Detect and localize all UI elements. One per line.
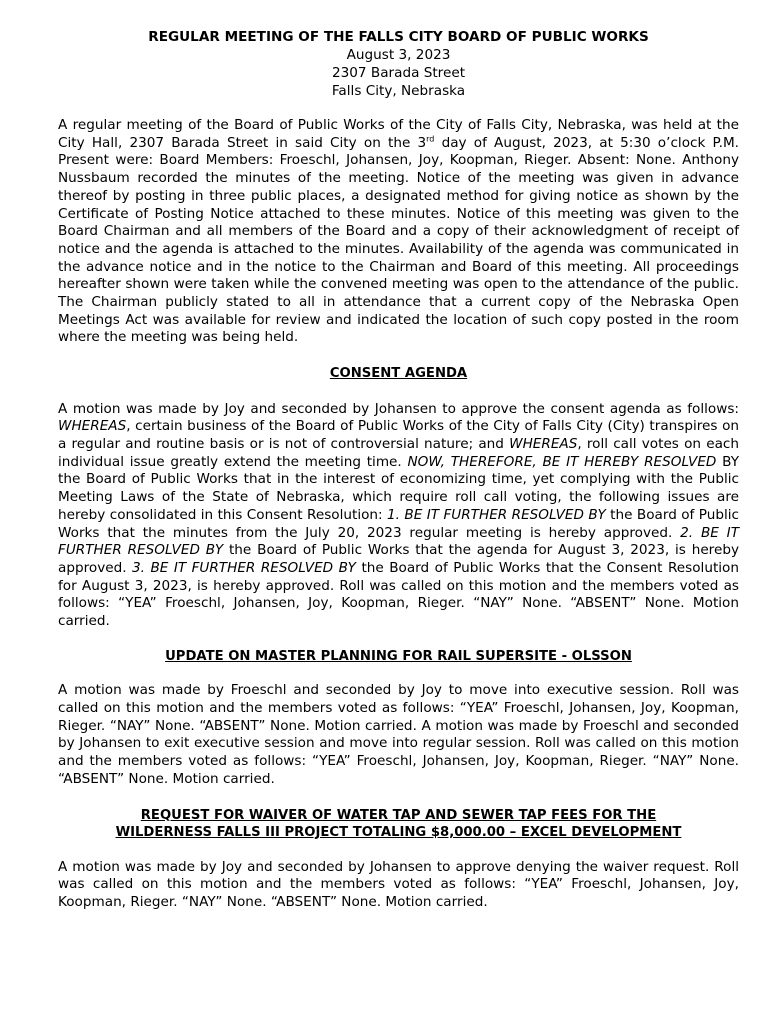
consent-agenda-heading: CONSENT AGENDA [329, 366, 468, 382]
document-header [58, 28, 739, 100]
waiver-paragraph: A motion was made by Joy and seconded by Johansen to approve denying the waiver request. Roll was called on this motion and the members voted as follows: “YEA” Froeschl, Johansen, Joy, Koopman, Rieger. “NAY” None. “ABSENT” None. Motion carried. [58, 858, 739, 910]
meeting-address: 2307 Barada Street [331, 65, 466, 81]
consent-text-5: the Board of Public Works that the minutes from the July 20, 2023 regular meeting is hereby approved. [58, 506, 739, 541]
waiver-heading-line-2: WILDERNESS FALLS III PROJECT TOTALING $8,000.00 – EXCEL DEVELOPMENT [115, 825, 682, 840]
document-title: REGULAR MEETING OF THE FALLS CITY BOARD OF PUBLIC WORKS [148, 29, 649, 45]
intro-text-2: day of August, 2023, at 5:30 o’clock P.M. Present were: Board Members: Froeschl, Johansen, Joy, Koopman, Rieger. Absent: None. Anthony Nussbaum recorded the minutes of the meeting. Notice of the meeting was given in advance thereof by posting in three public places, a designated method for giving notice as shown by the Certificate of Posting Notice attached to these minutes. Notice of this meeting was given to the Board Chairman and all members of the Board and a copy of their acknowledgment of receipt of notice and the agenda is attached to the minutes. Availability of the agenda was communicated in the advance notice and in the notice to the Chairman and Board of this meeting. All proceedings hereafter shown were taken while the convened meeting was open to the attendance of the public. The Chairman publicly stated to all in attendance that a current copy of the Nebraska Open Meetings Act was available for review and indicated the location of such copy posted in the room where the meeting was being held. [58, 134, 739, 346]
consent-italic-2: WHEREAS [509, 436, 578, 453]
consent-text-2: , certain business of the Board of Public Works of the City of Falls City (City) transpires on a regular and routine basis or is not of controversial nature; and [58, 418, 739, 453]
consent-italic-3: NOW, THEREFORE, BE IT HEREBY RESOLVED [407, 453, 717, 470]
intro-ordinal-suffix: rd [426, 134, 435, 144]
waiver-heading-line-1: REQUEST FOR WAIVER OF WATER TAP AND SEWER TAP FEES FOR THE [140, 807, 657, 823]
rail-supersite-paragraph: A motion was made by Froeschl and seconded by Joy to move into executive session. Roll was called on this motion and the members voted as follows: “YEA” Froeschl, Johansen, Joy, Koopman, Rieger. “NAY” None. “ABSENT” None. Motion carried. A motion was made by Froeschl and seconded by Johansen to exit executive session and move into regular session. Roll was called on this motion and the members voted as follows: “YEA” Froeschl, Johansen, Joy, Koopman, Rieger. “NAY” None. “ABSENT” None. Motion carried. [58, 682, 739, 787]
consent-text-1: A motion was made by Joy and seconded by Johansen to approve the consent agenda as follows: [58, 400, 739, 417]
consent-text-7: the Board of Public Works that the Consent Resolution for August 3, 2023, is hereby approved. Roll was called on this motion and the members voted as follows: “YEA” Froeschl, Johansen, Joy, Koopman, Rieger. “NAY” None. “ABSENT” None. Motion carried. [58, 559, 739, 630]
consent-text-4: BY the Board of Public Works that in the interest of economizing time, yet complying with the Public Meeting Laws of the State of Nebraska, which require roll call voting, the following issues are hereby consolidated in this Consent Resolution: [58, 453, 739, 523]
consent-text-6: the Board of Public Works that the agenda for August 3, 2023, is hereby approved. [58, 542, 740, 576]
meeting-date: August 3, 2023 [346, 47, 451, 63]
meeting-city: Falls City, Nebraska [331, 83, 466, 99]
intro-text-1: A regular meeting of the Board of Public Works of the City of Falls City, Nebraska, was held at the City Hall, 2307 Barada Street in said City on the 3 [58, 117, 739, 151]
waiver-heading [58, 807, 739, 842]
intro-paragraph [58, 117, 739, 347]
consent-italic-5: 2. BE IT FURTHER RESOLVED BY [58, 524, 739, 559]
consent-agenda-paragraph [58, 401, 739, 631]
rail-supersite-heading: UPDATE ON MASTER PLANNING FOR RAIL SUPERSITE - OLSSON [165, 648, 632, 664]
document-page [58, 28, 739, 912]
consent-italic-6: 3. BE IT FURTHER RESOLVED BY [132, 559, 356, 576]
consent-italic-1: WHEREAS [58, 418, 127, 435]
consent-italic-4: 1. BE IT FURTHER RESOLVED BY [387, 506, 606, 523]
consent-text-3: , roll call votes on each individual issue greatly extend the meeting time. [58, 436, 739, 470]
